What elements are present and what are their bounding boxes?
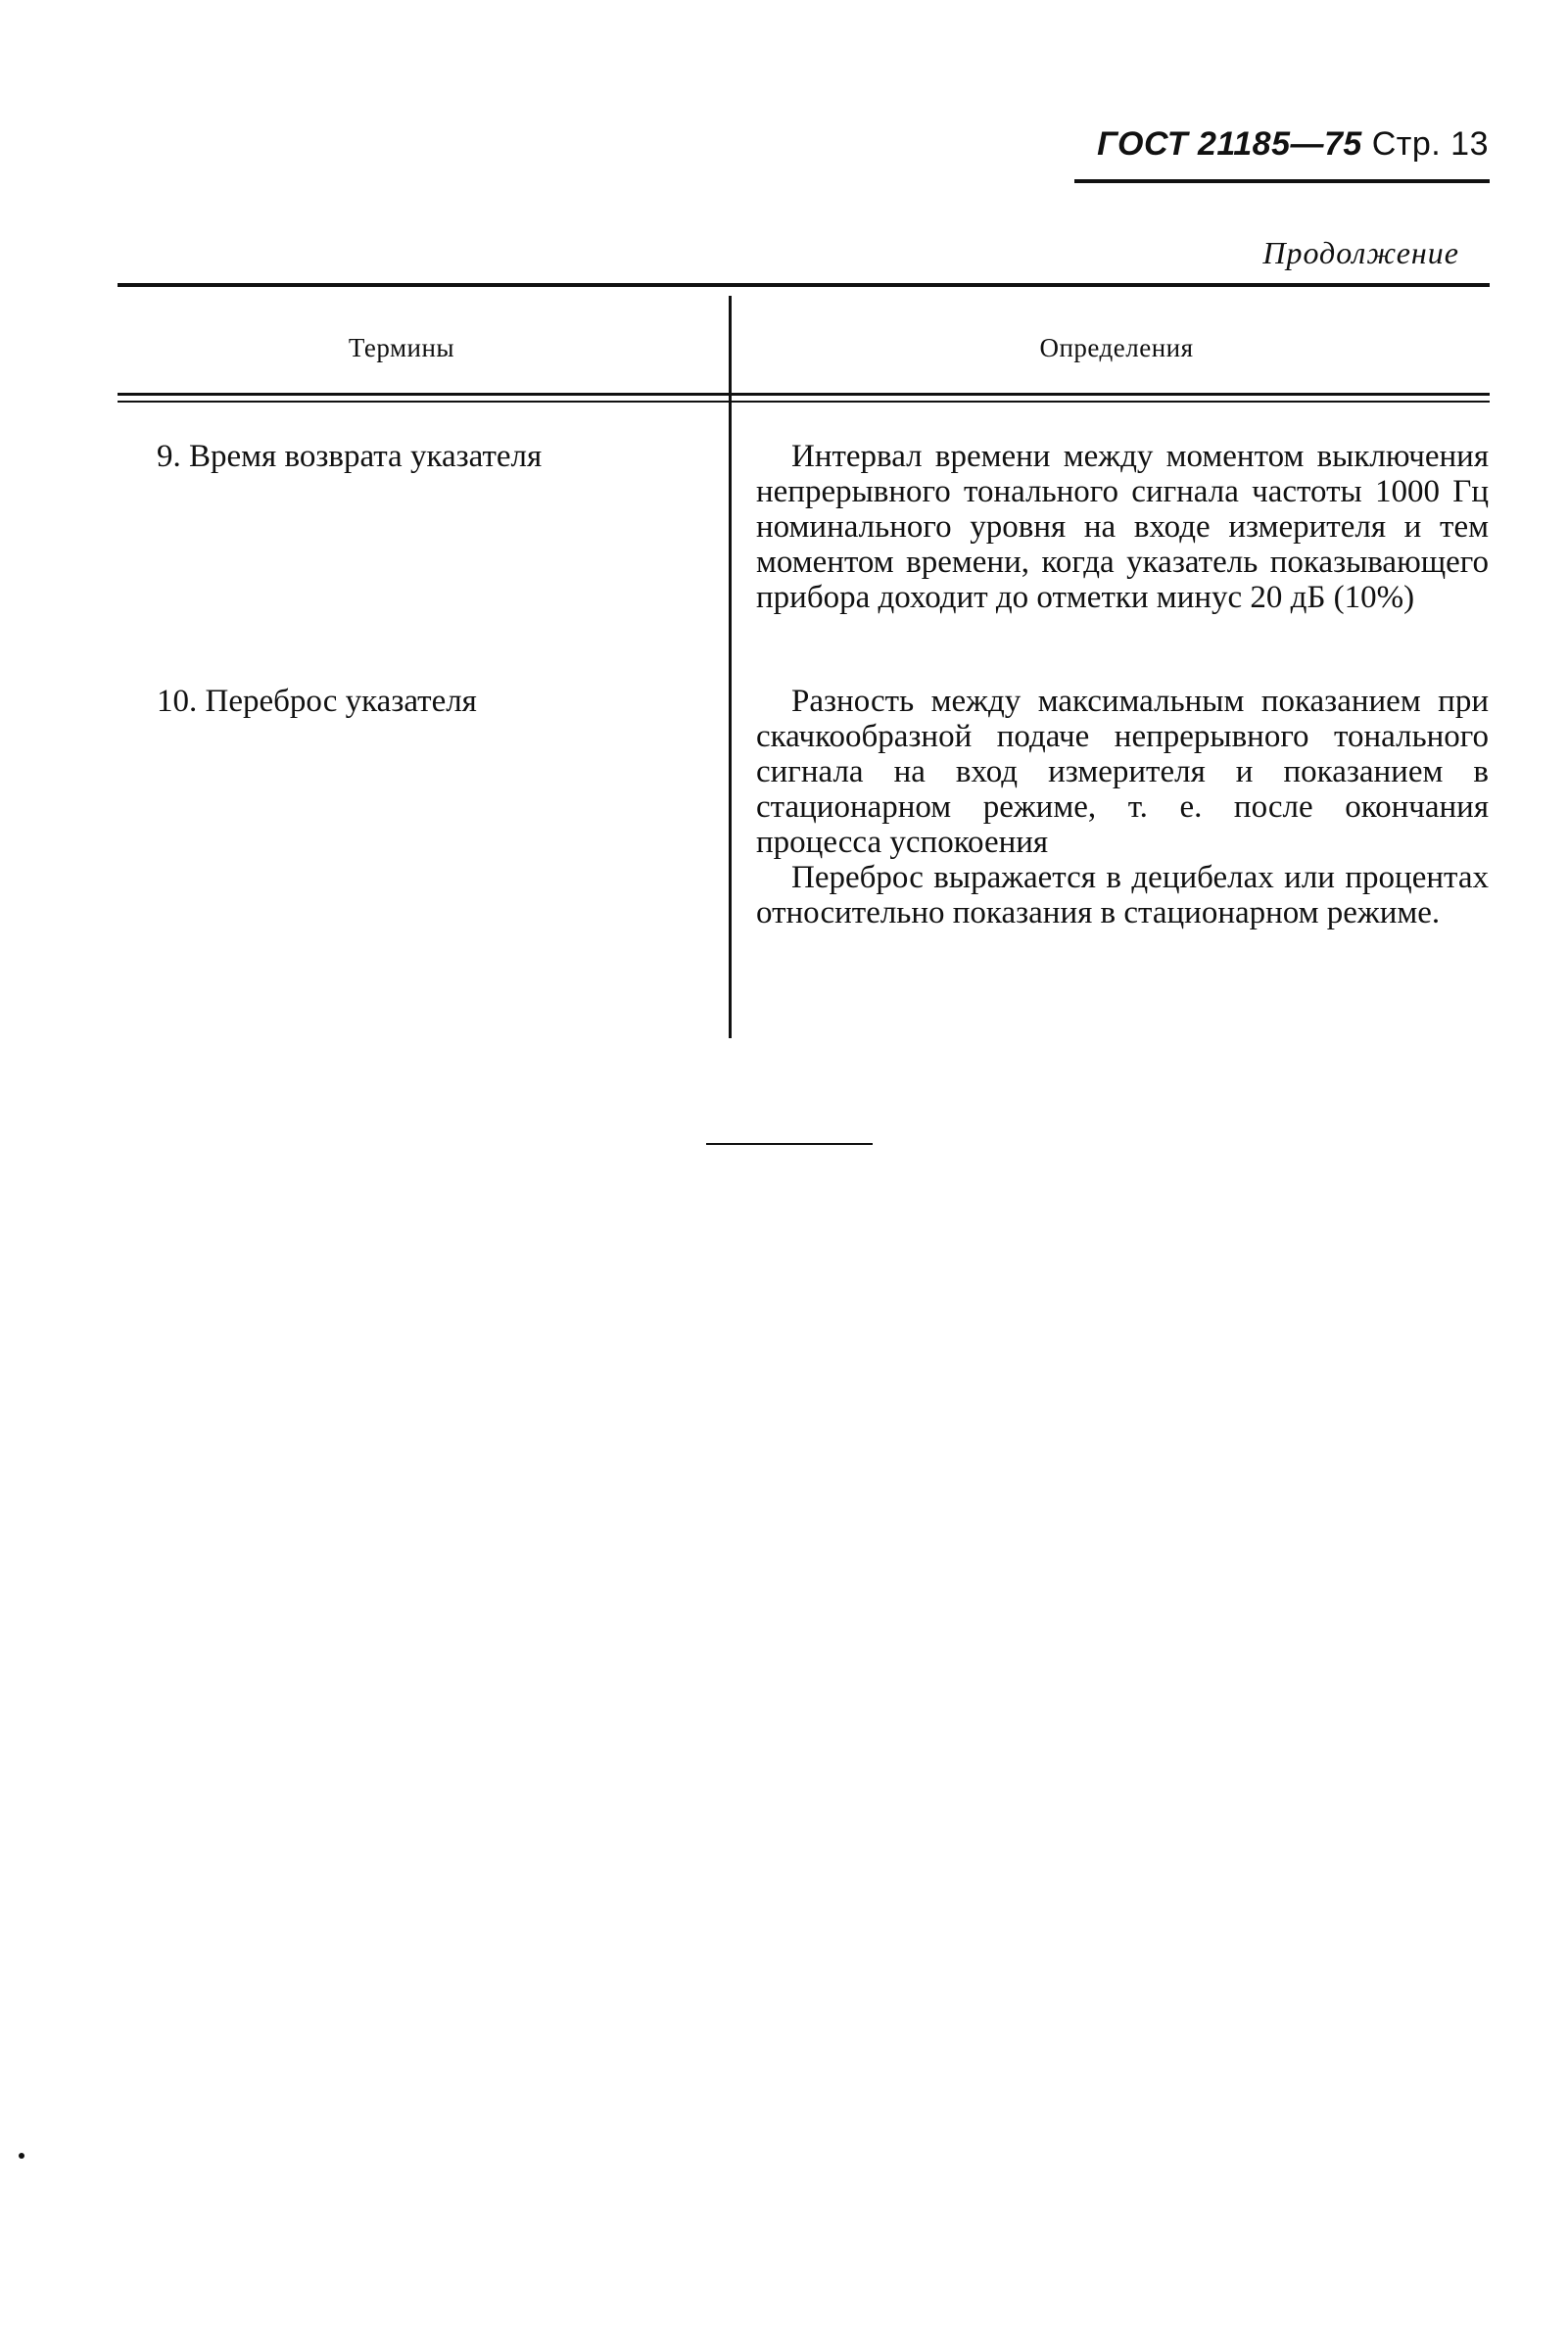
column-header-definitions: Определения bbox=[1039, 333, 1194, 362]
end-rule bbox=[706, 1143, 873, 1145]
term-cell: 9. Время возврата указателя bbox=[157, 439, 543, 474]
scan-dot bbox=[19, 2153, 24, 2159]
page-header bbox=[1068, 125, 1489, 164]
continuation-label: Продолжение bbox=[1262, 235, 1459, 270]
column-divider bbox=[729, 296, 732, 1038]
header-separator-rule-double bbox=[118, 401, 1490, 403]
definition-cell bbox=[756, 439, 1489, 615]
column-header-terms: Термины bbox=[348, 333, 455, 362]
gost-designation: ГОСТ 21185—75 bbox=[1097, 125, 1362, 163]
header-separator-rule bbox=[118, 393, 1490, 396]
definition-paragraph: Интервал времени между моментом выключения непрерывного тонального сигнала частоты 1000 Гц номинального уровня на входе измерителя и тем моментом времени, когда указатель показывающего прибора доходит до отметки минус 20 дБ (10%) bbox=[756, 439, 1489, 615]
term-cell: 10. Переброс указателя bbox=[157, 684, 477, 719]
page-number: Стр. 13 bbox=[1371, 125, 1489, 163]
table-top-rule bbox=[118, 283, 1490, 287]
definition-paragraph: Разность между максимальным показанием при скачкообразной подаче непрерывного тонального сигнала на вход измерителя и показанием в стационарном режиме, т. е. после окончания процесса успокоения bbox=[756, 684, 1489, 860]
header-rule bbox=[1074, 179, 1490, 183]
definition-cell bbox=[756, 684, 1489, 930]
definition-paragraph: Переброс выражается в децибелах или процентах относительно показания в стационарном режиме. bbox=[756, 860, 1489, 930]
